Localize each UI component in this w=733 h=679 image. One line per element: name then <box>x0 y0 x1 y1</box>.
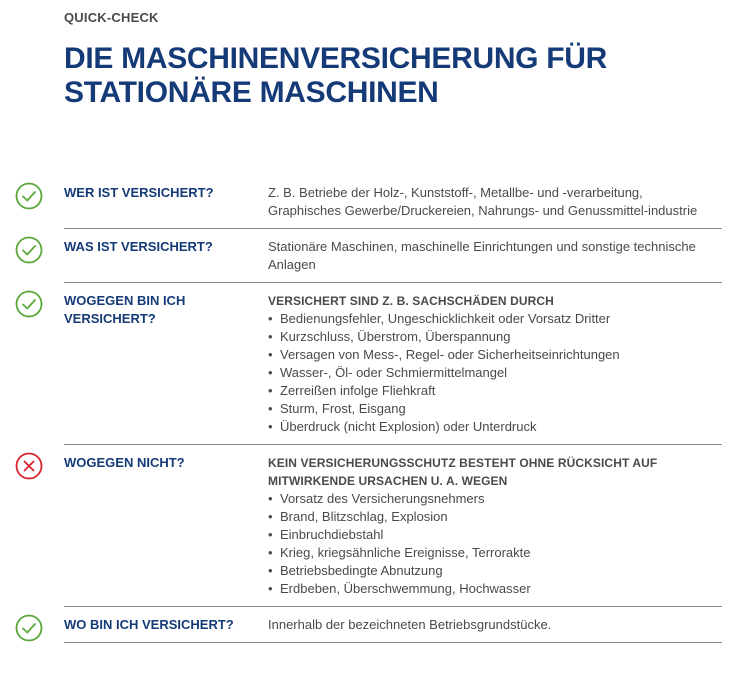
table-row <box>64 607 722 643</box>
table-row <box>64 283 722 445</box>
list-item: • Bedienungsfehler, Ungeschicklichkeit oder Vorsatz Dritter <box>268 310 708 328</box>
table-row <box>64 445 722 607</box>
list-item: • Einbruchdiebstahl <box>268 526 708 544</box>
list-item: • Betriebsbedingte Abnutzung <box>268 562 708 580</box>
row-question: WOGEGEN NICHT? <box>64 455 185 470</box>
list-item: • Sturm, Frost, Eisgang <box>268 400 708 418</box>
answer-heading: VERSICHERT SIND Z. B. SACHSCHÄDEN DURCH <box>268 294 554 308</box>
list-item: • Krieg, kriegsähnliche Ereignisse, Terrorakte <box>268 544 708 562</box>
page-title: DIE MASCHINENVERSICHERUNG FÜR STATIONÄRE MASCHINEN <box>64 42 608 109</box>
quick-check-table <box>0 175 733 643</box>
list-item: • Überdruck (nicht Explosion) oder Unterdruck <box>268 418 708 436</box>
answer-list <box>268 310 708 436</box>
cross-circle-icon <box>15 452 43 480</box>
check-circle-icon <box>15 236 43 264</box>
table-row <box>64 229 722 283</box>
row-question: WAS IST VERSICHERT? <box>64 239 213 254</box>
kicker: QUICK-CHECK <box>64 10 159 25</box>
row-answer: Innerhalb der bezeichneten Betriebsgrundstücke. <box>268 617 552 632</box>
row-answer: Stationäre Maschinen, maschinelle Einrichtungen und sonstige technische Anlagen <box>268 239 696 272</box>
row-answer <box>268 454 708 598</box>
answer-heading: KEIN VERSICHERUNGSSCHUTZ BESTEHT OHNE RÜCKSICHT AUF MITWIRKENDE URSACHEN U. A. WEGEN <box>268 456 658 488</box>
table-row <box>64 175 722 229</box>
list-item: • Wasser-, Öl- oder Schmiermittelmangel <box>268 364 708 382</box>
list-item: • Vorsatz des Versicherungsnehmers <box>268 490 708 508</box>
row-answer <box>268 292 708 436</box>
check-circle-icon <box>15 290 43 318</box>
list-item: • Erdbeben, Überschwemmung, Hochwasser <box>268 580 708 598</box>
check-circle-icon <box>15 614 43 642</box>
list-item: • Versagen von Mess-, Regel- oder Sicherheitseinrichtungen <box>268 346 708 364</box>
row-question: WOGEGEN BIN ICH VERSICHERT? <box>64 293 186 326</box>
row-question: WO BIN ICH VERSICHERT? <box>64 617 234 632</box>
check-circle-icon <box>15 182 43 210</box>
list-item: • Zerreißen infolge Fliehkraft <box>268 382 708 400</box>
row-question: WER IST VERSICHERT? <box>64 185 214 200</box>
list-item: • Kurzschluss, Überstrom, Überspannung <box>268 328 708 346</box>
list-item: • Brand, Blitzschlag, Explosion <box>268 508 708 526</box>
answer-list <box>268 490 708 598</box>
row-answer: Z. B. Betriebe der Holz-, Kunststoff-, Metallbe- und -verarbeitung, Graphisches Gewerbe/Druckereien, Nahrungs- und Genussmittel-industrie <box>268 185 698 218</box>
